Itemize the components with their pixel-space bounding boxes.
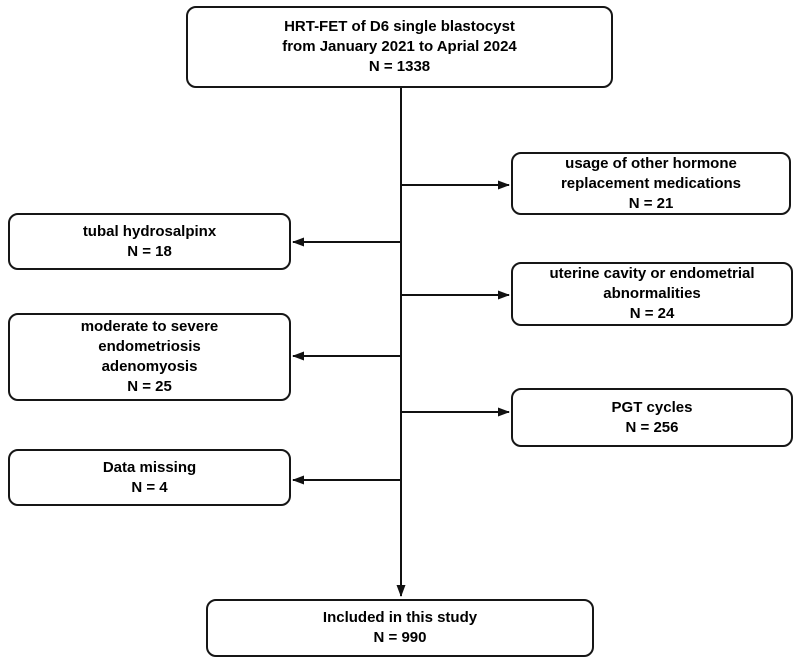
flow-box-line: moderate to severe <box>80 318 219 335</box>
flow-box-line: usage of other hormone <box>565 154 737 172</box>
flow-box-exclusion-endometriosis-adenomyosis <box>8 313 291 401</box>
flow-box-count: N = 24 <box>629 305 675 322</box>
flow-box-line: tubal hydrosalpinx <box>82 222 217 240</box>
flow-box-line: Data missing <box>102 458 197 476</box>
flow-box-line: abnormalities <box>603 285 701 302</box>
flow-box-included-in-study <box>206 599 594 657</box>
flow-box-count: N = 256 <box>625 418 679 436</box>
flow-box-exclusion-tubal-hydrosalpinx <box>8 213 291 270</box>
flow-box-line: replacement medications <box>560 174 742 192</box>
flow-box-line: uterine cavity or endometrial <box>549 265 755 282</box>
flow-box-line: PGT cycles <box>611 398 693 416</box>
flow-box-count: N = 1338 <box>368 58 431 75</box>
flow-box-exclusion-uterine-abnormalities <box>511 262 793 326</box>
flow-box-line: HRT-FET of D6 single blastocyst <box>284 18 515 35</box>
flow-box-count: N = 25 <box>127 378 172 395</box>
flow-box-exclusion-data-missing <box>8 449 291 506</box>
flow-box-count: N = 21 <box>628 194 674 212</box>
flow-box-count: N = 990 <box>373 629 427 646</box>
flow-box-line: adenomyosis <box>101 358 198 375</box>
flow-box-exclusion-hormone-medications <box>511 152 791 215</box>
flow-box-source-population <box>186 6 613 88</box>
flow-box-line: from January 2021 to Aprial 2024 <box>282 38 517 55</box>
flow-box-exclusion-pgt-cycles <box>511 388 793 447</box>
flow-box-count: N = 18 <box>127 242 172 260</box>
flow-box-line: endometriosis <box>98 338 201 355</box>
flow-box-line: Included in this study <box>322 609 478 626</box>
flow-box-count: N = 4 <box>131 478 168 496</box>
